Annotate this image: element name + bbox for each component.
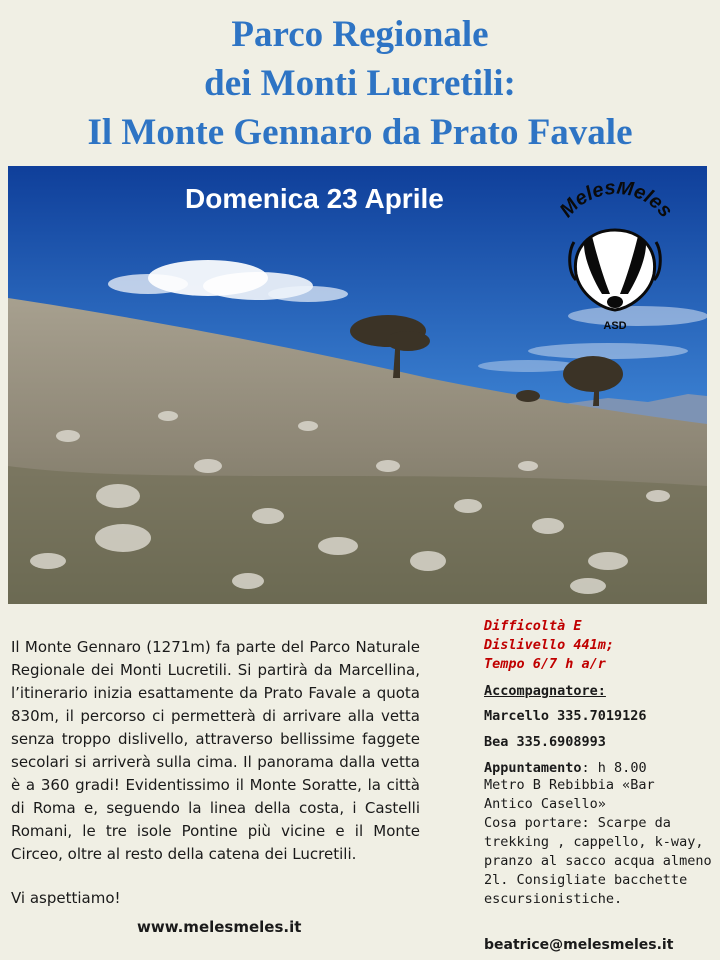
description-text: Il Monte Gennaro (1271m) fa parte del Parco Naturale Regionale dei Monti Lucretili. Si partirà da Marcellina, l’itinerario inizia esattamente da Prato Favale a quota 830m, il percorso ci permetterà di arrivare alla vetta senza troppo dislivello, attraverso bellissime faggete secolari si arriverà sulla cima. Il panorama dalla vetta è a 360 gradi! Evidentissimo il Monte Soratte, la città di Roma e, seguendo la linea della costa, i Castelli Romani, le tre isole Pontine più vicine e il Monte Circeo, oltre al resto della catena dei Lucretili. bbox=[11, 638, 420, 863]
meeting-label: Appuntamento bbox=[484, 760, 582, 776]
website-link[interactable]: www.melesmeles.it bbox=[137, 918, 302, 936]
meeting-place-2: Antico Casello» bbox=[484, 796, 606, 812]
info-panel bbox=[484, 617, 714, 909]
bring-line-5: escursionistiche. bbox=[484, 891, 623, 907]
meeting-place-1: Metro B Rebibbia «Bar bbox=[484, 777, 655, 793]
title-line-3: Il Monte Gennaro da Prato Favale bbox=[87, 112, 633, 153]
difficulty: Difficoltà E bbox=[484, 618, 582, 634]
guide-label: Accompagnatore: bbox=[484, 683, 606, 699]
duration: Tempo 6/7 h a/r bbox=[484, 656, 606, 672]
guide-marcello: Marcello 335.7019126 bbox=[484, 708, 647, 724]
greeting: Vi aspettiamo! bbox=[11, 889, 121, 907]
logo-subtitle: ASD bbox=[603, 320, 627, 332]
contact-email[interactable]: beatrice@melesmeles.it bbox=[484, 937, 674, 953]
event-date: Domenica 23 Aprile bbox=[185, 183, 444, 214]
poster-title bbox=[0, 10, 720, 157]
description bbox=[11, 636, 420, 866]
title-line-1: Parco Regionale bbox=[231, 14, 489, 55]
badger-icon bbox=[570, 230, 661, 310]
melesmeles-logo bbox=[540, 182, 690, 332]
bring-line-4: 2l. Consigliate bacchette bbox=[484, 872, 688, 888]
elevation: Dislivello 441m; bbox=[484, 637, 615, 653]
bring-line-1: Cosa portare: Scarpe da bbox=[484, 815, 671, 831]
svg-text:MelesMeles bbox=[556, 182, 677, 222]
meeting-time: : h 8.00 bbox=[581, 760, 647, 776]
meeting-time-line bbox=[484, 760, 714, 776]
bring-line-3: pranzo al sacco acqua almeno bbox=[484, 853, 712, 869]
guide-bea: Bea 335.6908993 bbox=[484, 734, 606, 750]
bring-line-2: trekking , cappello, k-way, bbox=[484, 834, 704, 850]
title-line-2: dei Monti Lucretili: bbox=[204, 63, 516, 104]
logo-text: MelesMeles bbox=[555, 182, 677, 222]
